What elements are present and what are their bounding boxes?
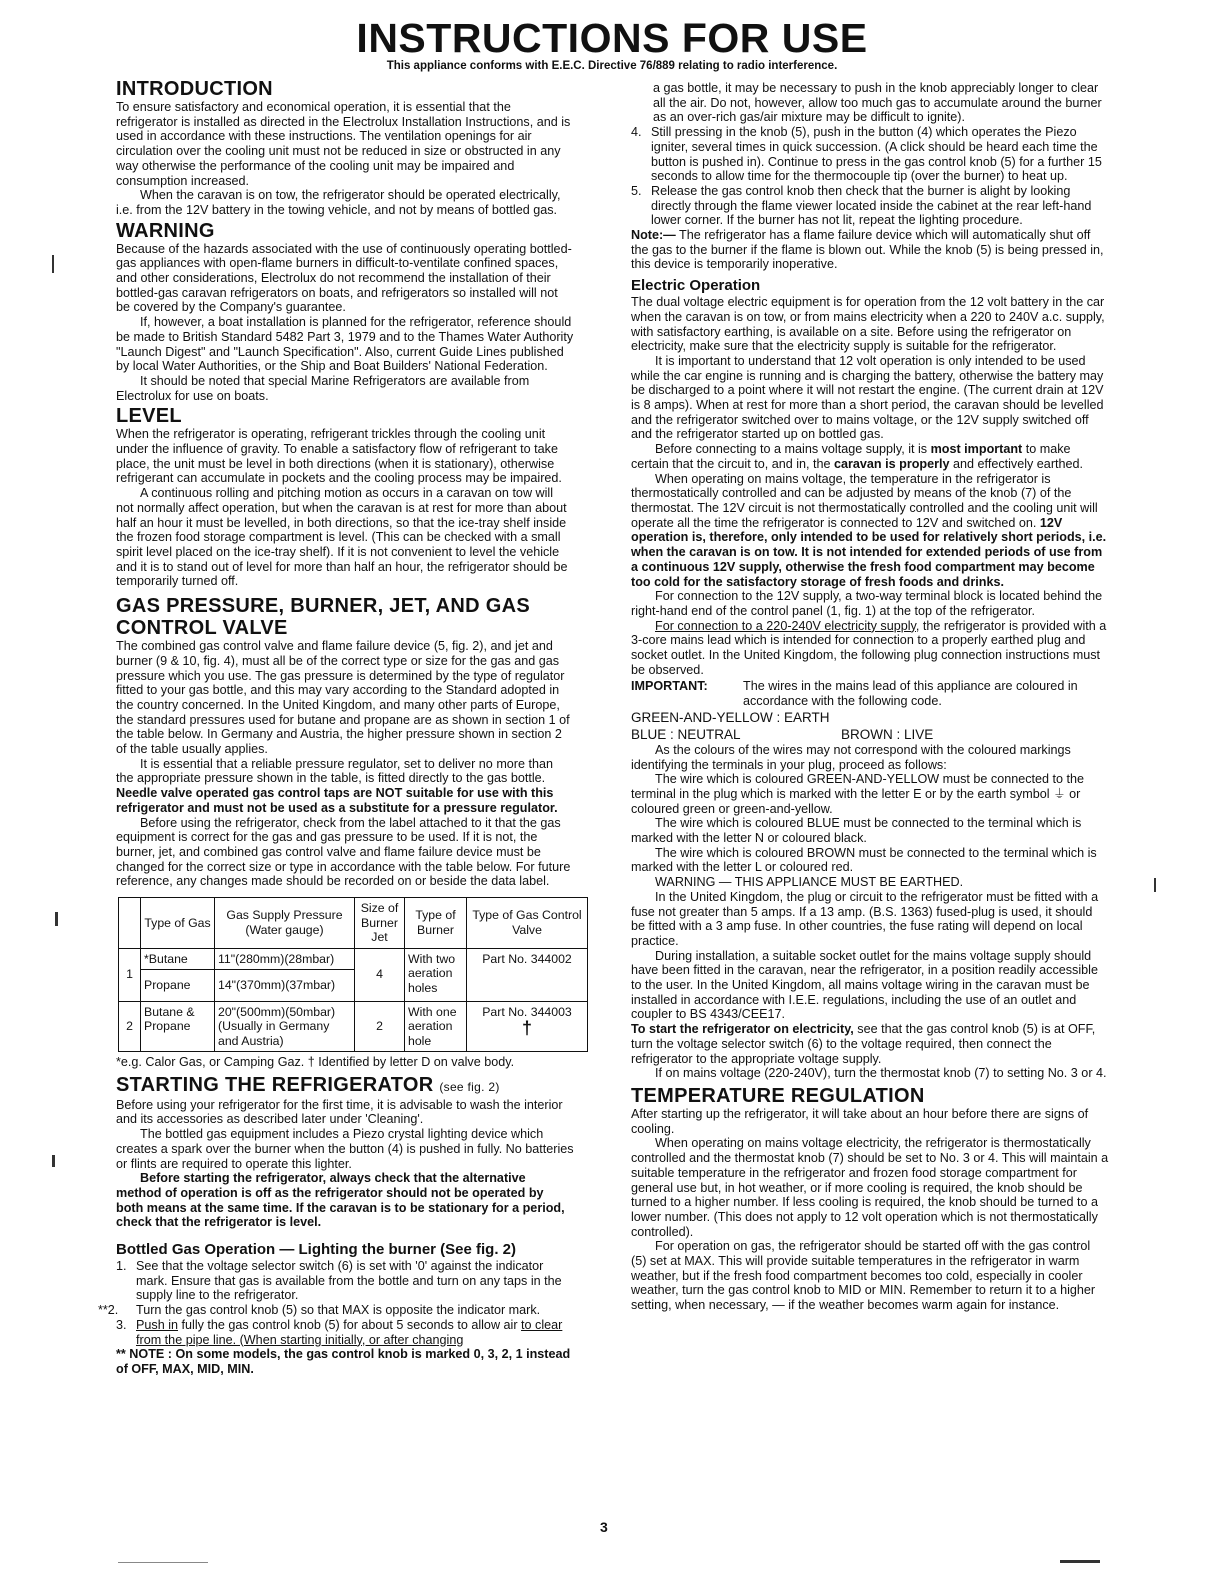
note-label: Note:— [631,228,676,243]
table-header [119,898,141,949]
step-number: 1. [116,1259,127,1274]
table-header: Size of Burner Jet [355,898,405,949]
list-item [116,1259,574,1303]
gas-heading-line: CONTROL VALVE [116,617,288,640]
valve-part-number: Part No. 344003 [482,1004,572,1019]
table-cell: 4 [355,948,405,1001]
table-footnote: *e.g. Calor Gas, or Camping Gaz. † Identified by letter D on valve body. [116,1055,515,1070]
lighting-steps [98,1259,574,1347]
wire-code: BLUE : NEUTRAL [631,726,741,742]
step-text: See that the voltage selector switch (6) is set with '0' against the indicator mark. Ensure that gas is available from the bottle and turn on any taps in the supply line to the refrigerator. [136,1259,562,1303]
electric-paragraph: During installation, a suitable socket outlet for the mains voltage supply should have been fitted in the caravan, near the refrigerator, in a position readily accessible to the user. In the United Kingdom, all mains voltage wiring in the caravan must be installed in accordance with I.E.E. regulations, including the use of an outlet and coupler to BS 4343/CEE17. [631,948,1098,1022]
text-part: see that the gas control knob (5) is at OFF, turn the voltage selector switch (6) to the voltage required, then connect the refrigerator to the appropriate voltage supply. [631,1022,1096,1066]
table-cell: Part No. 344002 [467,948,588,1001]
table-header-row [119,898,588,949]
emphasis: most important [930,442,1023,457]
gas-heading [116,595,574,639]
table-cell [467,1001,588,1052]
electric-paragraph [631,442,1109,471]
table-cell: 1 [119,948,141,1001]
page-title: INSTRUCTIONS FOR USE [356,15,868,61]
electric-paragraph: It is important to understand that 12 volt operation is only intended to be used while the car engine is running and is charging the battery, otherwise the battery may be discharged to a point where it will not restart the engine. (The current drain at 12V is 8 amps). When at rest for more than a short period, the caravan should be levelled and the refrigerator switched over to mains voltage, or the 12V supply switched off and the refrigerator started up on bottled gas. [631,353,1104,442]
temperature-heading: TEMPERATURE REGULATION [631,1085,925,1107]
introduction-paragraph: When the caravan is on tow, the refrigerator should be operated electrically, i.e. from the 12V battery in the towing vehicle, and not by means of bottled gas. [116,188,561,217]
table-header: Type of Burner [405,898,467,949]
underlined-text: For connection to a 220-240V electricity supply, [655,618,920,633]
step-text: Turn the gas control knob (5) so that MAX is opposite the indicator mark. [136,1303,541,1318]
list-item [631,184,1109,228]
gas-heading-line: GAS PRESSURE, BURNER, JET, AND GAS [116,595,530,618]
table-cell: 11"(280mm)(28mbar) [215,948,355,970]
starting-paragraph: The bottled gas equipment includes a Piezo crystal lighting device which creates a spark over the burner when the button (4) is pushed in fully. No batteries or flints are required to operate this lighter. [116,1127,574,1171]
dagger-mark: † [521,1018,532,1039]
important-text: The wires in the mains lead of this appliance are coloured in accordance with the following code. [743,679,1078,709]
text-part: and effectively earthed. [949,456,1084,471]
introduction-heading: INTRODUCTION [116,78,273,100]
table-cell: 14"(370mm)(37mbar) [215,970,355,1002]
emphasis: caravan is properly [834,456,950,471]
text-part: When operating on mains voltage, the temperature in the refrigerator is thermostatically controlled and can be adjusted by means of the knob (7) of the thermostat. The 12V circuit is not thermostatically controlled and the cooling unit will operate all the time the refrigerator is connected to 12V and switched on. [631,471,1098,530]
step-text-underlined: to clear from the pipe line. (When starting initially, or after changing [136,1317,563,1347]
table-cell: Propane [141,970,215,1002]
table-cell: 20"(500mm)(50mbar) (Usually in Germany and Austria) [215,1001,355,1052]
scan-mark [52,1155,55,1167]
temperature-paragraph: When operating on mains voltage electricity, the refrigerator is thermostatically controlled and the thermostat knob (7) should be set to No. 3 or 4. This will maintain a suitable temperature in the refrigerator and frozen food storage compartment for general use but, in hot weather, or if more cooling is required, the knob should be turned to a higher number. If less cooling is required, the knob should be turned to a lower number. (This does not apply to 12 volt operation which is not thermostatically controlled). [631,1136,1109,1239]
temperature-paragraph: After starting up the refrigerator, it will take about an hour before there are signs of cooling. [631,1107,1089,1136]
electric-paragraph [631,472,1109,590]
table-cell: With one aeration hole [405,1001,467,1052]
wire-code: BROWN : LIVE [841,726,934,742]
starting-paragraph: Before using your refrigerator for the first time, it is advisable to wash the interior and its accessories as described later under 'Cleaning'. [116,1097,563,1127]
step-number: 5. [631,183,642,198]
table-row [119,948,588,970]
list-item [631,125,1109,184]
table-cell: 2 [119,1001,141,1052]
scan-mark [1060,1560,1100,1563]
warning-paragraph: Because of the hazards associated with the use of continuously operating bottled-gas appliances with open-flame burners in difficult-to-ventilate confined spaces, and other considerations, Electrolux do not recommend the installation of their bottled-gas caravan refrigerators on boats, and refrigerators so installed will not be covered by the Company's guarantee. [116,241,572,315]
electric-paragraph: The wire which is coloured BLUE must be connected to the terminal which is marked with the letter N or coloured black. [631,816,1082,846]
table-header: Type of Gas Control Valve [467,898,588,949]
page-number: 3 [600,1519,608,1535]
level-paragraph: When the refrigerator is operating, refrigerant trickles through the cooling unit under the influence of gravity. To enable a satisfactory flow of refrigerant to take place, the unit must be level in both directions (when it is stationary), otherwise refrigerant can accumulate in pockets and the cooling process may be impaired. [116,427,562,486]
electric-paragraph: In the United Kingdom, the plug or circuit to the refrigerator must be fitted with a fuse not greater than 5 amps. If a 13 amp. (B.S. 1363) fused-plug is used, it should be fitted with a 3 amp fuse. In other countries, the fuse rating will depend on local practice. [631,889,1099,948]
electric-paragraph: As the colours of the wires may not correspond with the coloured markings identifying the terminals in your plug, proceed as follows: [631,742,1071,772]
text-part: the refrigerator is provided with a 3-core mains lead which is intended for connection to a properly earthed plug and socket outlet. In the United Kingdom, the following plug connection instructions must be observed. [631,618,1107,677]
electric-paragraph [631,1022,1109,1066]
step-number: **2. [98,1303,119,1318]
scan-mark [55,912,58,926]
table-cell: With two aeration holes [405,948,467,1001]
step-number: 4. [631,125,642,140]
step-text: Release the gas control knob then check that the burner is alight by looking directly through the flame viewer located inside the cabinet at the rear left-hand lower corner. If the burner has not lit, repeat the lighting procedure. [651,183,1092,228]
step-number: 3. [116,1317,127,1332]
warning-heading: WARNING [116,219,215,242]
text-part: to make certain that the circuit to, and in, the [631,442,1071,471]
electric-paragraph: The wire which is coloured GREEN-AND-YELLOW must be connected to the terminal in the plug which is marked with the letter E or by the earth symbol ⏚ or coloured green or green-and-yellow. [631,772,1085,816]
electric-paragraph: The dual voltage electric equipment is for operation from the 12 volt battery in the car when the caravan is on tow, or from mains electricity when a 220 to 240V a.c. supply, with satisfactory earthing, is available on a site. Before using the refrigerator on electricity, make sure that the electricity supply is suitable for the refrigerator. [631,295,1105,354]
warning-paragraph: It should be noted that special Marine Refrigerators are available from Electrolux for use on boats. [116,373,530,403]
electric-heading: Electric Operation [631,277,761,295]
right-column [631,81,1109,1313]
list-item [116,1318,574,1347]
wire-code: GREEN-AND-YELLOW : EARTH [631,709,830,725]
electric-paragraph: For connection to the 12V supply, a two-way terminal block is located behind the right-hand end of the control panel (1, fig. 1) at the top of the refrigerator. [631,589,1103,618]
wire-code-row [631,726,1109,743]
table-header: Gas Supply Pressure (Water gauge) [215,898,355,949]
table-header: Type of Gas [141,898,215,949]
introduction-paragraph: To ensure satisfactory and economical operation, it is essential that the refrigerator is installed as directed in the Electrolux Installation Instructions, and is used in accordance with these instructions. The ventilation openings for air circulation over the cooling unit must not be reduced in size or obstructed in any way otherwise the performance of the cooling unit may be impaired and consumption increased. [116,100,571,188]
emphasis: 12V operation is, therefore, only intended to be used for relatively short periods, i.e. when the caravan is on tow. It is not intended for extended periods of use from a continuous 12V supply, otherwise the fresh food compartment may become too cold for the satisfactory storage of fresh foods and drinks. [631,515,1107,589]
table-cell: 2 [355,1001,405,1052]
electric-paragraph: The wire which is coloured BROWN must be connected to the terminal which is marked with the letter L or coloured red. [631,845,1097,875]
knob-marking-note: ** NOTE : On some models, the gas control knob is marked 0, 3, 2, 1 instead of OFF, MAX, MID, MIN. [116,1347,571,1376]
emphasis: To start the refrigerator on electricity, [631,1022,854,1037]
warning-paragraph: If, however, a boat installation is planned for the refrigerator, reference should be made to British Standard 5482 Part 3, 1979 and to the Thames Water Authority "Launch Digest" and "Launch Specification". Also, current Guide Lines published by local Water Authorities, or the Ship and Boat Builders' National Federation. [116,315,574,374]
step-text-underlined: Push in [136,1317,179,1332]
starting-heading-text: STARTING THE REFRIGERATOR [116,1073,434,1096]
gas-text: It is essential that a reliable pressure regulator, set to deliver no more than the appropriate pressure shown in the table, is fitted directly to the gas bottle. [116,756,554,786]
step-text [136,1318,574,1347]
table-cell: *Butane [141,948,215,970]
gas-paragraph: Before using the refrigerator, check from the label attached to it that the gas equipment is correct for the gas and gas pressure to be used. If it is not, the burner, jet, and combined gas control valve and flame failure device must be changed for the correct size or type in accordance with the table below. For future reference, any changes made should be recorded on or beside the data label. [116,815,571,889]
level-paragraph: A continuous rolling and pitching motion as occurs in a caravan on tow will not normally affect operation, but when the caravan is at rest for more than about half an hour it must be levelled, in both directions, so that the ice-tray shelf inside the frozen food storage compartment is level. (This can be checked with a small spirit level placed on the ice-tray shelf). If it is not convenient to level the vehicle and it is to stand out of level for more than half an hour, the refrigerator should be temporarily turned off. [116,486,568,589]
temperature-paragraph: For operation on gas, the refrigerator should be started off with the gas control (5) set at MAX. This will provide suitable temperatures in the refrigerator in warm weather, but if the fresh food compartment becomes too cold, especially in cooler weather, turn the gas control knob to MID or MIN. Remember to return it to a higher setting, when necessary, — if the weather becomes warm again for instance. [631,1239,1096,1313]
flame-failure-note [631,228,1109,272]
gas-paragraph [116,757,574,816]
continued-text: a gas bottle, it may be necessary to push in the knob appreciably longer to clear all the air. Do not, however, allow too much gas to accumulate around the burner as an over-rich gas/air mixture may be difficult to ignite). [653,81,1102,125]
scan-mark [1154,878,1156,892]
earthing-warning: WARNING — THIS APPLIANCE MUST BE EARTHED. [655,875,964,890]
text-part: Before connecting to a mains voltage supply, it is [655,442,931,457]
gas-paragraph: The combined gas control valve and flame failure device (5, fig. 2), and jet and burner (9 & 10, fig. 4), must all be of the correct type or size for the gas and gas pressure which you use. The gas pressure is determined by the type of regulator fitted to your gas bottle, and this may vary according to the Standard adopted in the country concerned. In the United Kingdom, and many other parts of Europe, the standard pressures used for butane and propane are as shown in section 1 of the table below. In Germany and Austria, the higher pressure shown in section 2 of the table usually applies. [116,639,570,757]
important-label: IMPORTANT: [631,679,708,694]
scan-mark [118,1562,208,1563]
needle-valve-warning: Needle valve operated gas control taps are NOT suitable for use with this refrigerator and must not be used as a substitute for a pressure regulator. [116,786,558,815]
directive-subtitle: This appliance conforms with E.E.C. Directive 76/889 relating to radio interference. [386,60,838,72]
table-cell: Butane & Propane [141,1001,215,1052]
level-heading: LEVEL [116,405,182,428]
starting-heading [116,1074,574,1098]
scan-mark [52,255,54,273]
electric-paragraph: If on mains voltage (220-240V), turn the thermostat knob (7) to setting No. 3 or 4. [655,1066,1107,1081]
list-item [98,1303,574,1318]
starting-heading-ref: (see fig. 2) [439,1079,500,1094]
bottled-gas-heading: Bottled Gas Operation — Lighting the burner (See fig. 2) [116,1241,517,1259]
starting-paragraph: Before starting the refrigerator, always check that the alternative method of operation is off as the refrigerator should not be operated by both means at the same time. If the caravan is to be stationary for a period, check that the refrigerator is level. [116,1171,565,1230]
electric-paragraph [631,619,1109,678]
table-row [119,1001,588,1052]
important-note [631,679,1109,708]
gas-table [118,897,588,1052]
note-text: The refrigerator has a flame failure device which will automatically shut off the gas to the burner if the flame is blown out. While the knob (5) is being pressed in, this device is temporarily inoperative. [631,228,1104,272]
step-text: Still pressing in the knob (5), push in the button (4) which operates the Piezo igniter, several times in quick succession. (A click should be heard each time the button is pushed in). Continue to press in the gas control knob (5) for a further 15 seconds to allow time for the thermocouple tip (over the burner) to heat up. [651,125,1102,184]
step-text-part: fully the gas control knob (5) for about 5 seconds to allow air [178,1317,522,1332]
left-column [98,76,582,1377]
